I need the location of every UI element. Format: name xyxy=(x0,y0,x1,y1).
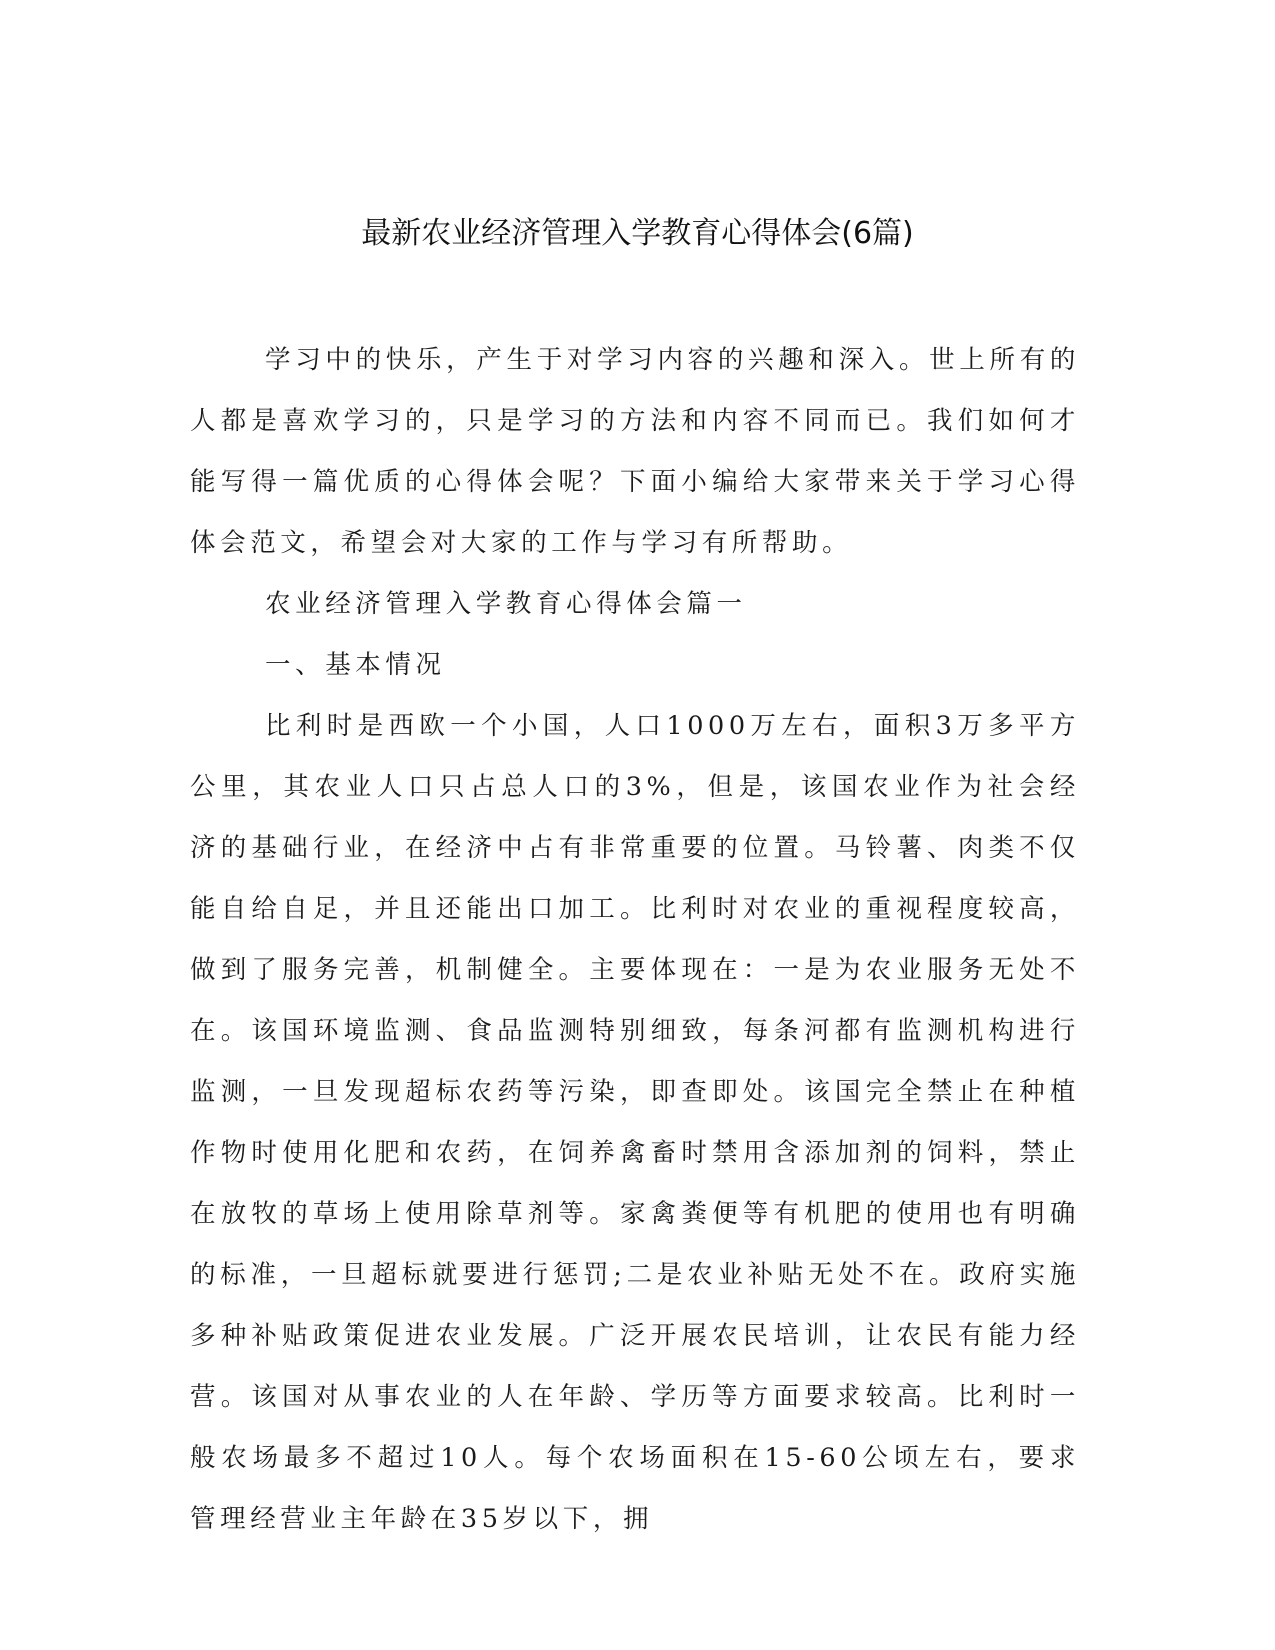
subsection-heading: 一、基本情况 xyxy=(265,650,446,680)
document-title: 最新农业经济管理入学教育心得体会(6篇) xyxy=(361,216,914,251)
body-paragraph: 比利时是西欧一个小国，人口1000万左右，面积3万多平方公里，其农业人口只占总人口的3%，但是，该国农业作为社会经济的基础行业，在经济中占有非常重要的位置。马铃薯、肉类不仅能自给自足，并且还能出口加工。比利时对农业的重视程度较高，做到了服务完善，机制健全。主要体现在：一是为农业服务无处不在。该国环境监测、食品监测特别细致，每条河都有监测机构进行监测，一旦发现超标农药等污染，即查即处。该国完全禁止在种植作物时使用化肥和农药，在饲养禽畜时禁用含添加剂的饲料，禁止在放牧的草场上使用除草剂等。家禽粪便等有机肥的使用也有明确的标准，一旦超标就要进行惩罚;二是农业补贴无处不在。政府实施多种补贴政策促进农业发展。广泛开展农民培训，让农民有能力经营。该国对从事农业的人在年龄、学历等方面要求较高。比利时一般农场最多不超过10人。每个农场面积在15-60公顷左右，要求管理经营业主年龄在35岁以下，拥 xyxy=(190,711,1080,1534)
document-body xyxy=(190,330,1080,1550)
section-heading: 农业经济管理入学教育心得体会篇一 xyxy=(265,589,747,619)
intro-paragraph: 学习中的快乐，产生于对学习内容的兴趣和深入。世上所有的人都是喜欢学习的，只是学习的方法和内容不同而已。我们如何才能写得一篇优质的心得体会呢？下面小编给大家带来关于学习心得体会范文，希望会对大家的工作与学习有所帮助。 xyxy=(190,345,1080,558)
